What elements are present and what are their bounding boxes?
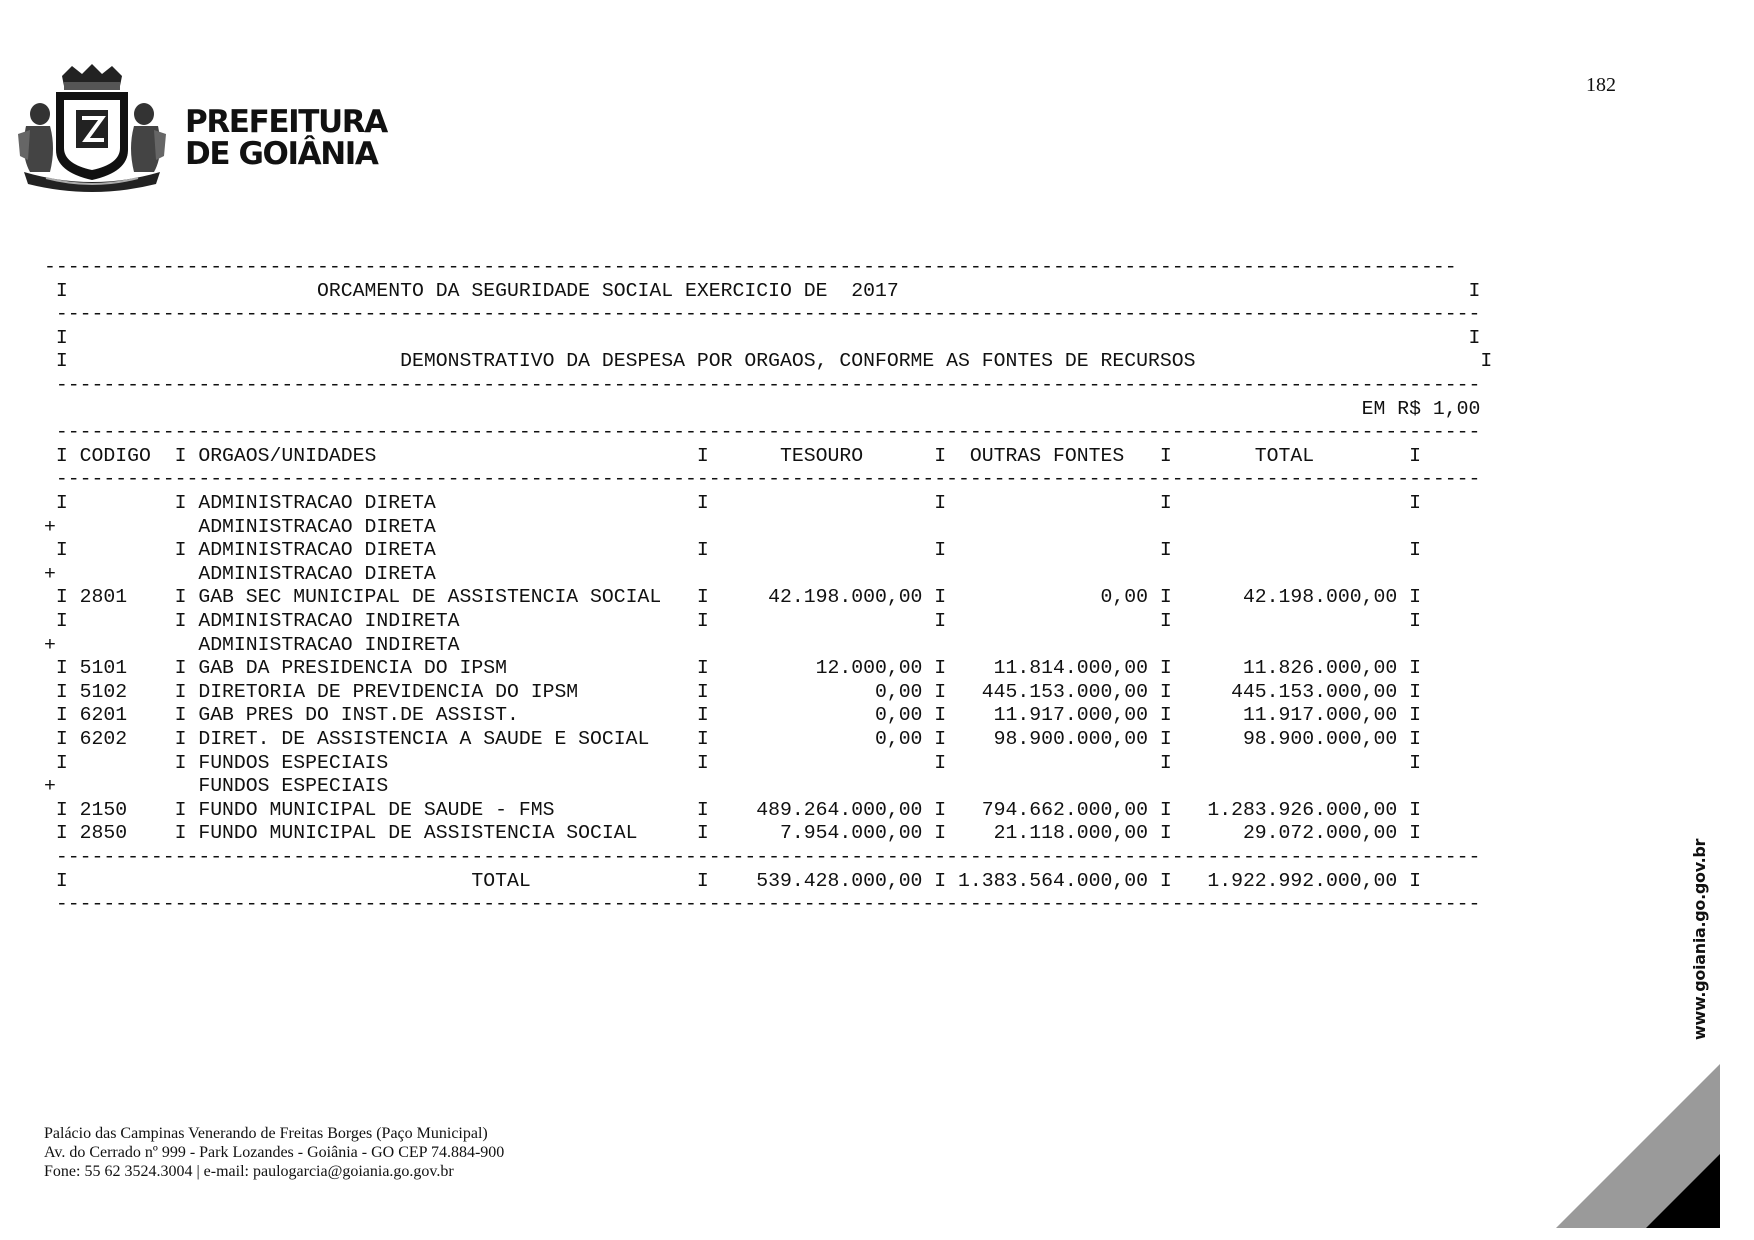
brand-line-2: DE GOIÂNIA [185,136,378,172]
table-row: I I ADMINISTRACAO INDIRETA I I I I [44,610,1421,632]
table-row: I 6202 I DIRET. DE ASSISTENCIA A SAUDE E SOCIAL I 0,00 I 98.900.000,00 I 98.900.000,00 I [44,728,1421,750]
report-rule: ------------------------------------------------------------------------------------------------------------------------ [44,374,1481,396]
table-header-row: I CODIGO I ORGAOS/UNIDADES I TESOURO I OUTRAS FONTES I TOTAL I [44,444,1421,467]
table-row: I I FUNDOS ESPECIAIS I I I I [44,751,1421,774]
budget-report [44,256,1504,916]
table-continuation-row: + ADMINISTRACAO INDIRETA [44,633,460,656]
report-rule: ----------------------------------------------------------------------------------------------------------------------- [44,256,1457,278]
table-row: I 5101 I GAB DA PRESIDENCIA DO IPSM I 12.000,00 I 11.814.000,00 I 11.826.000,00 I [44,657,1421,680]
report-rule: ------------------------------------------------------------------------------------------------------------------------ [44,421,1481,444]
table-continuation-row: + FUNDOS ESPECIAIS [44,775,389,798]
footer-line-1: Palácio das Campinas Venerando de Freitas Borges (Paço Municipal) [44,1125,488,1142]
footer-line-2: Av. do Cerrado nº 999 - Park Lozandes - Goiânia - GO CEP 74.884-900 [44,1144,505,1162]
report-rule: ------------------------------------------------------------------------------------------------------------------------ [44,893,1481,916]
report-rule: ------------------------------------------------------------------------------------------------------------------------ [44,468,1481,491]
report-subtitle: I DEMONSTRATIVO DA DESPESA POR ORGAOS, CONFORME AS FONTES DE RECURSOS I [44,350,1493,373]
table-total-row: I TOTAL I 539.428.000,00 I 1.383.564.000,00 I 1.922.992.000,00 I [44,869,1421,892]
footer-line-3: Fone: 55 62 3524.3004 | e-mail: paulogarcia@goiania.go.gov.br [44,1163,454,1181]
report-rule: ------------------------------------------------------------------------------------------------------------------------ [44,846,1481,868]
table-row: I 2150 I FUNDO MUNICIPAL DE SAUDE - FMS I 489.264.000,00 I 794.662.000,00 I 1.283.926.000,00 I [44,798,1421,821]
page-number: 182 [1586,74,1616,96]
table-continuation-row: + ADMINISTRACAO DIRETA [44,562,436,585]
coat-of-arms-logo [16,64,168,194]
table-row: I 2850 I FUNDO MUNICIPAL DE ASSISTENCIA SOCIAL I 7.954.000,00 I 21.118.000,00 I 29.072.000,00 I [44,822,1421,845]
report-border-line: I I [44,326,1481,349]
corner-triangle-decoration [1556,1064,1720,1228]
table-row: I 5102 I DIRETORIA DE PREVIDENCIA DO IPSM I 0,00 I 445.153.000,00 I 445.153.000,00 I [44,680,1421,703]
website-url: www.goiania.go.gov.br [1690,838,1709,1040]
table-row: I I ADMINISTRACAO DIRETA I I I I [44,539,1421,562]
table-row: I 2801 I GAB SEC MUNICIPAL DE ASSISTENCIA SOCIAL I 42.198.000,00 I 0,00 I 42.198.000,00 I [44,586,1421,609]
report-title: I ORCAMENTO DA SEGURIDADE SOCIAL EXERCICIO DE 2017 I [44,279,1481,302]
report-rule: ------------------------------------------------------------------------------------------------------------------------ [44,303,1481,326]
table-row: I 6201 I GAB PRES DO INST.DE ASSIST. I 0,00 I 11.917.000,00 I 11.917.000,00 I [44,704,1421,727]
brand-wordmark [185,106,387,170]
currency-note: EM R$ 1,00 [44,397,1481,420]
footer-address [44,1124,504,1182]
table-row: I I ADMINISTRACAO DIRETA I I I I [44,492,1421,514]
table-continuation-row: + ADMINISTRACAO DIRETA [44,515,436,538]
brand-line-1: PREFEITURA [185,104,387,140]
